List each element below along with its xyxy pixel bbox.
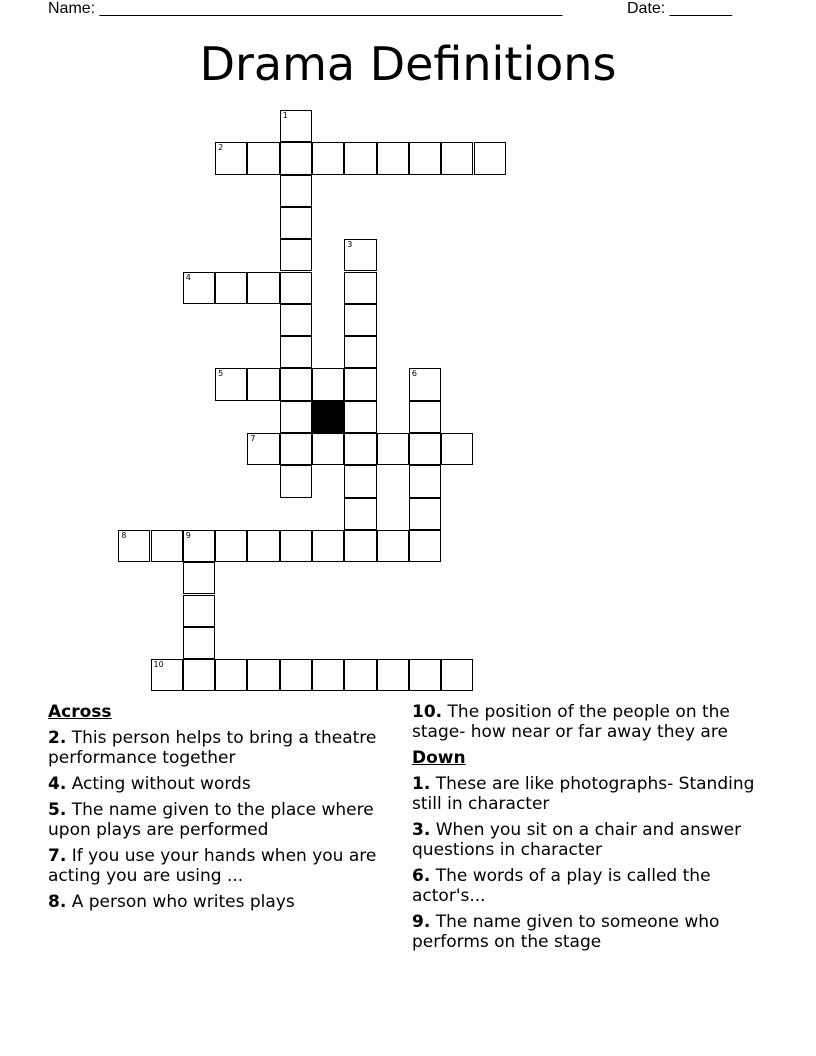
clue-text: When you sit on a chair and answer questions in character — [412, 820, 742, 860]
grid-cell — [280, 239, 312, 271]
grid-cell — [215, 142, 247, 174]
grid-cell — [312, 659, 344, 691]
clue-number: 10. — [412, 702, 443, 722]
clue-number: 4. — [48, 774, 67, 794]
clue-number: 7. — [48, 846, 67, 866]
grid-cell — [183, 595, 215, 627]
grid-cell — [280, 272, 312, 304]
clue-number: 6. — [412, 866, 431, 886]
grid-cell — [247, 272, 279, 304]
grid-cell — [215, 659, 247, 691]
down-heading: Down — [412, 748, 466, 768]
clue-number-label: 5 — [218, 369, 224, 379]
across-heading: Across — [48, 702, 112, 722]
grid-cell — [280, 304, 312, 336]
grid-cell — [280, 142, 312, 174]
date-field: Date: _______ — [627, 0, 732, 17]
grid-cell — [344, 465, 376, 497]
grid-cell — [409, 368, 441, 400]
clue-number-label: 4 — [185, 272, 191, 282]
grid-cell — [247, 530, 279, 562]
clue-number-label: 6 — [411, 369, 417, 379]
clue-number: 1. — [412, 774, 431, 794]
clue-down-3 — [412, 820, 757, 860]
grid-cell — [280, 336, 312, 368]
page-title: Drama Definitions — [199, 37, 617, 91]
grid-cell — [344, 239, 376, 271]
grid-cell — [344, 368, 376, 400]
grid-cell — [409, 659, 441, 691]
clue-text: The name given to the place where upon plays are performed — [48, 800, 374, 840]
grid-cell — [247, 142, 279, 174]
grid-cell — [280, 401, 312, 433]
clue-across-5 — [48, 800, 393, 840]
clue-number: 9. — [412, 912, 431, 932]
grid-cell — [215, 272, 247, 304]
grid-cell — [183, 562, 215, 594]
grid-cell — [441, 433, 473, 465]
clues-right-column — [412, 702, 757, 958]
clue-text: The words of a play is called the actor's... — [412, 866, 711, 906]
clue-text: If you use your hands when you are acting you are using ... — [48, 846, 377, 886]
grid-cell — [344, 530, 376, 562]
grid-cell — [344, 401, 376, 433]
grid-cell — [312, 433, 344, 465]
grid-cell — [344, 304, 376, 336]
grid-cell — [377, 530, 409, 562]
clue-text: These are like photographs- Standing still in character — [412, 774, 755, 814]
clues-left-column — [48, 702, 393, 918]
grid-cell — [409, 530, 441, 562]
clue-text: The position of the people on the stage- how near or far away they are — [412, 702, 730, 742]
grid-cell — [247, 433, 279, 465]
grid-cell — [280, 368, 312, 400]
grid-cell — [441, 659, 473, 691]
clue-across-4 — [48, 774, 393, 794]
grid-cell — [409, 401, 441, 433]
grid-cell — [151, 530, 183, 562]
clue-down-9 — [412, 912, 757, 952]
grid-cell — [344, 433, 376, 465]
grid-cell — [409, 465, 441, 497]
grid-cell — [247, 659, 279, 691]
grid-cell — [280, 530, 312, 562]
clue-text: A person who writes plays — [71, 892, 295, 912]
grid-cell — [280, 465, 312, 497]
grid-cell — [377, 433, 409, 465]
grid-cell — [215, 368, 247, 400]
grid-cell — [377, 659, 409, 691]
grid-cell — [377, 142, 409, 174]
grid-cell — [183, 627, 215, 659]
grid-cell — [344, 336, 376, 368]
grid-cell — [344, 142, 376, 174]
grid-cell — [312, 530, 344, 562]
clue-across-8 — [48, 892, 393, 912]
grid-cell — [441, 142, 473, 174]
grid-cell — [409, 433, 441, 465]
grid-cell — [344, 659, 376, 691]
clue-number: 3. — [412, 820, 431, 840]
grid-cell — [280, 175, 312, 207]
grid-cell — [215, 530, 247, 562]
grid-cell — [280, 110, 312, 142]
grid-cell — [280, 207, 312, 239]
grid-cell — [409, 142, 441, 174]
grid-cell — [183, 272, 215, 304]
clue-text: This person helps to bring a theatre performance together — [48, 728, 377, 768]
grid-cell — [312, 142, 344, 174]
clue-number-label: 3 — [347, 240, 353, 250]
grid-cell — [312, 368, 344, 400]
name-field: Name: ____________________________________________________ — [48, 0, 563, 17]
clue-number-label: 1 — [282, 111, 288, 120]
clue-number-label: 9 — [185, 530, 191, 540]
grid-cell — [280, 433, 312, 465]
clue-down-1 — [412, 774, 757, 814]
clue-number-label: 10 — [153, 660, 164, 670]
clue-down-6 — [412, 866, 757, 906]
grid-cell — [247, 368, 279, 400]
grid-cell — [409, 498, 441, 530]
blocked-cell — [312, 401, 344, 433]
grid-cell — [344, 272, 376, 304]
grid-cell — [183, 530, 215, 562]
clue-number-label: 2 — [218, 143, 224, 153]
clue-across-7 — [48, 846, 393, 886]
clue-number: 2. — [48, 728, 67, 748]
clue-across-2 — [48, 728, 393, 768]
clue-number-label: 8 — [121, 530, 127, 540]
clue-text: Acting without words — [71, 774, 251, 794]
grid-cell — [183, 659, 215, 691]
grid-cell — [280, 659, 312, 691]
clue-text: The name given to someone who performs on the stage — [412, 912, 720, 952]
clue-number-label: 7 — [250, 434, 256, 443]
grid-cell — [151, 659, 183, 691]
grid-cell — [344, 498, 376, 530]
grid-cell — [474, 142, 506, 174]
clue-number: 8. — [48, 892, 67, 912]
grid-cell — [118, 530, 150, 562]
clue-number: 5. — [48, 800, 67, 820]
clue-across-10 — [412, 702, 757, 742]
